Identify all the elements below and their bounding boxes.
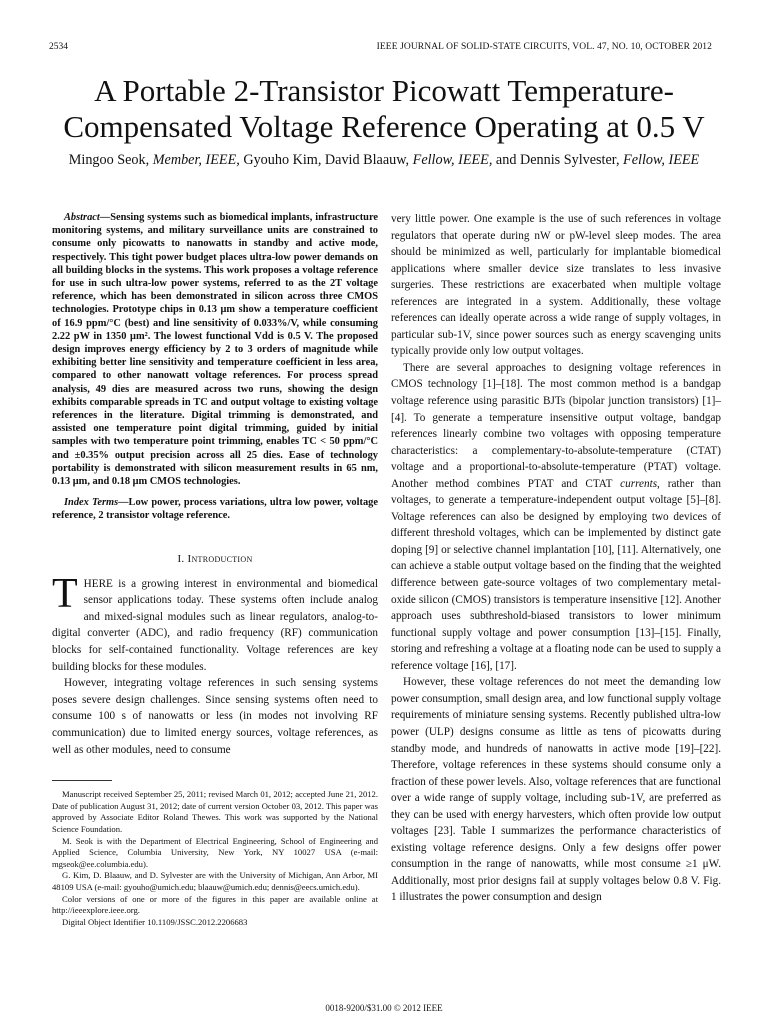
left-column	[52, 211, 378, 928]
right-paragraph-2	[391, 360, 721, 674]
author-2: Gyouho Kim,	[243, 152, 322, 168]
copyright-footer: 0018-9200/$31.00 © 2012 IEEE	[325, 1003, 443, 1013]
footnote-color: Color versions of one or more of the figures in this paper are available online at http://ieeexplore.ieee.org.	[52, 893, 378, 916]
footnote-seok: M. Seok is with the Department of Electrical Engineering, School of Engineering and Applied Science, Columbia University, New York, NY 10027 USA (e-mail: mgseok@ee.columbia.edu).	[52, 835, 378, 869]
right-p2-italic: currents	[620, 477, 658, 490]
right-paragraph-3: However, these voltage references do not meet the demanding low power consumption, small design area, and low functional supply voltage requirements of miniature sensing systems. Recently published ultra-low power (ULP) designs consume as little as tens of picowatts during standby mode, and hundreds of nanowatts in active mode [19]–[22]. Therefore, voltage references in these systems should consume only a fraction of these power levels. Also, voltage references that are functional over a wide range of supply voltage, including sub-1V, are preferred as they can be used with energy harvesters, which often provide low output voltages [23]. Table I summarizes the performance characteristics of existing voltage reference designs. Only a few designs offer power consumption in the range of nanowatts, while most consume ≥1 μW. Additionally, most prior designs fail at supply voltages below 0.8 V. Fig. 1 illustrates the power consumption and design	[391, 676, 721, 904]
index-terms	[52, 496, 378, 522]
intro-paragraph-2: However, integrating voltage references in such sensing systems poses severe design challenges. Since sensing systems often need to consume 100 s of nanowatts or less (in modes not involving RF communication) due to limited energy sources, voltage references, as well as other modules, need to consume	[52, 677, 378, 756]
title-line-1: A Portable 2-Transistor Picowatt Temperature-	[94, 73, 674, 108]
intro-caps: HERE	[83, 577, 113, 590]
section-title: Introduction	[187, 552, 253, 565]
abstract-lead: Abstract	[64, 212, 100, 223]
footnote-doi: Digital Object Identifier 10.1109/JSSC.2012.2206683	[62, 916, 248, 927]
intro-p1-text: is a growing interest in environmental and biomedical sensor applications today. These systems often include analog and mixed-signal modules such as linear regulators, analog-to-digital converter (ADC), and radio frequency (RF) communication blocks for self-contained functionality. Voltage references are key building blocks for these modules.	[52, 577, 378, 673]
section-number: I.	[177, 552, 185, 565]
author-1-role: Member, IEEE,	[152, 152, 240, 168]
paper-title	[40, 73, 728, 145]
index-terms-text: —Low power, process variations, ultra low power, voltage reference, 2 transistor voltage reference.	[52, 497, 378, 522]
right-paragraph-1: very little power. One example is the use of such references in voltage regulators that operate during nW or pW-level sleep modes. The area should be minimized as well, particularly for implantable biomedical applications where smaller device size translates to less invasive surgeries. These restrictions are exacerbated when multiple voltage references are integrated in a system. Additionally, these voltage references can ideally operate across a wide range of supply voltages, in particular sub-1V, since power sources such as energy scavenging units typically provide only low output voltages.	[391, 213, 721, 358]
author-list	[40, 152, 728, 169]
footnote-rule	[52, 780, 112, 781]
author-1: Mingoo Seok,	[68, 152, 150, 168]
author-4: Dennis Sylvester,	[519, 152, 620, 168]
footnote-kim: G. Kim, D. Blaauw, and D. Sylvester are with the University of Michigan, Ann Arbor, MI 48109 USA (e-mail: gyouho@umich.edu; blaauw@umich.edu; dennis@eecs.umich.edu).	[52, 870, 378, 892]
author-3-role: Fellow, IEEE,	[412, 152, 493, 168]
drop-cap: T	[52, 570, 78, 617]
footnote-manuscript: Manuscript received September 25, 2011; revised March 01, 2012; accepted June 21, 2012. Date of publication August 31, 2012; date of current version October 03, 2012. This paper was approved by Associate Editor Roland Thewes. This work was supported by the National Science Foundation.	[52, 789, 378, 834]
page-number: 2534	[49, 42, 68, 52]
right-p2-text-a: There are several approaches to designing voltage references in CMOS technology [1]–[18]. The most common method is a bandgap voltage reference using parasitic BJTs (bipolar junction transistors) [1]–[4]. To generate a temperature insensitive output voltage, bandgap references linearly combine two voltages with opposing temperature characteristics: a complementary-to-absolute-temperature (CTAT) voltage and a proportional-to-absolute-temperature (PTAT) voltage. Another method combines PTAT and CTAT	[391, 361, 721, 490]
author-3: David Blaauw,	[324, 152, 410, 168]
right-p2-text-b: , rather than voltages, to generate a temperature-independent output voltage [5]–[8]. Voltage references can also be designed by employing two devices of different threshold voltages, which can be implemented by distinct gate doping [9] or selective channel implantation [10], [11]. Alternatively, one can achieve a stable output voltage based on the finding that the weighted difference between gate-source voltages of two complementary metal-oxide silicon (CMOS) transistors is temperature insensitive [12]. Another approach uses subthreshold-biased transistors to lower minimum functional supply voltage and power consumption [13]–[15]. Finally, storing and refreshing a voltage at a floating node can be used to supply a reference voltage [16], [17].	[391, 477, 721, 672]
right-column	[391, 211, 721, 906]
running-header: IEEE JOURNAL OF SOLID-STATE CIRCUITS, VOL. 47, NO. 10, OCTOBER 2012	[376, 42, 712, 52]
title-line-2: Compensated Voltage Reference Operating at 0.5 V	[63, 109, 705, 144]
section-heading	[52, 553, 378, 565]
abstract-text: —Sensing systems such as biomedical implants, infrastructure monitoring systems, and military surveillance units are constrained to consume only picowatts to nanowatts in standby and active mode, respectively. This tight power budget places ultra-low power demands on all building blocks in the systems. This work proposes a voltage reference for use in such ultra-low power systems, referred to as the 2T voltage reference, which has been demonstrated in silicon across three CMOS technologies. Prototype chips in 0.13 μm show a temperature coefficient of 16.9 ppm/°C (best) and line sensitivity of 0.033%/V, while consuming 2.22 pW in 1350 μm². The lowest functional Vdd is 0.5 V. The proposed design improves energy efficiency by 2 to 3 orders of magnitude while exhibiting better line sensitivity and temperature coefficient in less area, compared to other nanowatt voltage references. For process spread analysis, 49 dies are measured across two runs, showing the design exhibits comparable spreads in TC and output voltage to existing voltage references in the literature. Digital trimming is demonstrated, and assisted one temperature point digital trimming, guided by initial samples with two temperature point trimming, enables TC < 50 ppm/°C and ±0.35% output precision across all 25 dies. Ease of technology portability is demonstrated with silicon measurement results in 65 nm, 0.13 μm, and 0.18 μm CMOS technologies.	[52, 212, 378, 488]
author-4-role: Fellow, IEEE	[623, 152, 700, 168]
index-terms-lead: Index Terms	[64, 497, 119, 509]
abstract	[52, 211, 378, 488]
intro-paragraph-1	[52, 570, 378, 676]
author-conjunction: and	[495, 152, 517, 168]
